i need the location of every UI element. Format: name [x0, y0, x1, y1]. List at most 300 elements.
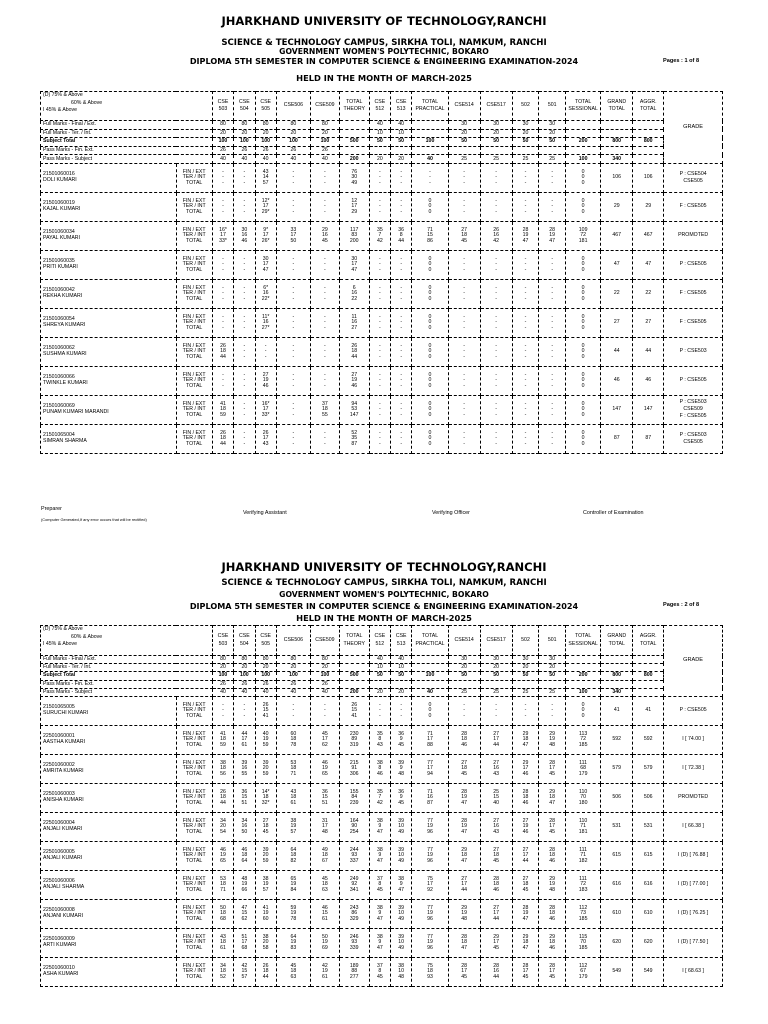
mark-value: 52	[351, 430, 358, 437]
mark-value: 0	[581, 261, 585, 268]
mark-value: 17	[493, 910, 500, 917]
mark-value: -	[243, 712, 246, 719]
mark-value: -	[243, 208, 246, 215]
mark-value: 78	[290, 915, 297, 922]
subject-marks-stack	[311, 402, 339, 418]
subject-marks-stack	[370, 964, 390, 980]
mark-value: 45	[322, 237, 328, 244]
subject-marks-cell	[480, 192, 512, 221]
remark-line: CSE505	[683, 177, 703, 184]
mark-value: 18	[290, 968, 297, 975]
mark-value: -	[463, 290, 466, 297]
mark-value: -	[400, 435, 403, 442]
held-title-p2: HELD IN THE MONTH OF MARCH-2025	[296, 613, 472, 623]
mark-type-label: FIN / EXT	[182, 401, 206, 408]
mark-value: -	[378, 702, 381, 709]
mark-value: 19	[427, 910, 433, 917]
mark-value: -	[222, 707, 224, 714]
subject-marks-stack	[277, 431, 310, 447]
mark-value: 16	[241, 765, 248, 772]
mark-value: -	[495, 261, 498, 268]
mark-value: 18	[461, 852, 468, 859]
subject-marks-stack	[277, 935, 310, 951]
mark-value: -	[222, 198, 224, 205]
mark-value: 0	[581, 343, 585, 350]
subject-marks-cell	[276, 250, 310, 279]
controller-signature: Controller of Examination	[583, 510, 644, 516]
mark-value: 27	[522, 847, 529, 854]
column-header: TOTAL PRACTICAL	[412, 626, 448, 656]
subject-marks-cell	[566, 696, 601, 725]
mark-value: 62	[322, 741, 328, 748]
subject-marks-stack	[311, 170, 339, 186]
mark-type-stack	[177, 906, 212, 922]
mark-value: 49	[398, 944, 405, 951]
mark-value: 19	[262, 881, 269, 888]
subject-marks-stack	[234, 906, 254, 922]
mark-value: -	[243, 382, 246, 389]
mark-value: 51	[322, 799, 328, 806]
marks-label: Pass Marks - Fin. Ext.	[41, 680, 213, 688]
mark-value: -	[222, 208, 224, 215]
student-info	[41, 337, 177, 366]
mark-value: 243	[349, 905, 359, 912]
subject-marks-cell	[448, 308, 480, 337]
subject-marks-cell	[234, 337, 255, 366]
mark-value: 38	[376, 818, 383, 825]
mark-type-stack	[177, 848, 212, 864]
subject-marks-stack	[412, 732, 447, 748]
mark-type-label: TER / INT	[182, 765, 206, 772]
mark-type-label: FIN / EXT	[182, 934, 206, 941]
mark-value: -	[243, 203, 246, 210]
marks-value	[601, 129, 633, 138]
subject-marks-stack	[311, 315, 339, 331]
subject-marks-cell	[234, 424, 255, 453]
mark-value: 93	[351, 852, 358, 859]
mark-value: -	[524, 353, 527, 360]
mark-type-stack	[177, 228, 212, 244]
mark-value: 18	[220, 406, 226, 413]
subject-marks-cell	[255, 754, 276, 783]
aggregate-total: 41	[633, 696, 664, 725]
subject-marks-stack	[566, 315, 600, 331]
subject-marks-cell	[310, 870, 339, 899]
subject-marks-stack	[412, 848, 447, 864]
subject-marks-stack	[370, 819, 390, 835]
marks-value: 20	[212, 129, 233, 138]
remark-line: P : CSE505	[679, 707, 707, 714]
subject-marks-stack	[513, 935, 539, 951]
mark-value: -	[400, 295, 403, 302]
grand-total: 29	[601, 192, 633, 221]
subject-marks-cell	[412, 395, 448, 424]
mark-value: -	[378, 343, 381, 350]
subject-marks-stack	[256, 848, 276, 864]
subject-marks-cell	[276, 928, 310, 957]
registration-number: 21501065004	[43, 432, 75, 438]
mark-value: -	[292, 324, 295, 331]
mark-value: -	[524, 324, 527, 331]
mark-value: 215	[349, 760, 359, 767]
mark-type-label: TER / INT	[182, 910, 206, 917]
result-remark	[664, 366, 723, 395]
marks-value: 26	[234, 680, 255, 688]
subject-marks-cell	[234, 783, 255, 812]
mark-value: 18	[549, 852, 556, 859]
mark-value: 46	[322, 905, 328, 912]
grand-total: 620	[601, 928, 633, 957]
marks-row	[41, 656, 723, 664]
subject-marks-cell	[512, 308, 539, 337]
subject-marks-cell	[480, 812, 512, 841]
subject-marks-cell	[448, 696, 480, 725]
subject-marks-cell	[255, 366, 276, 395]
held-title-p1: HELD IN THE MONTH OF MARCH-2025	[296, 73, 472, 83]
student-info	[41, 957, 177, 986]
mark-value: 55	[322, 411, 328, 418]
subject-marks-stack	[234, 315, 254, 331]
mark-value: 49	[398, 915, 405, 922]
column-header: CSE517	[480, 92, 512, 121]
subject-marks-stack	[370, 199, 390, 215]
mark-value: 230	[349, 731, 359, 738]
marks-value: 30	[448, 656, 480, 664]
marks-value: 25	[480, 688, 512, 696]
column-header: CSE 512	[369, 626, 390, 656]
subject-marks-cell	[276, 783, 310, 812]
marks-value: 800	[633, 672, 664, 680]
mark-value: 20	[220, 823, 226, 830]
mark-value: 19	[427, 852, 433, 859]
subject-marks-stack	[513, 373, 539, 389]
verifying-assistant-signature: Verifying Assistant	[243, 510, 287, 516]
subject-marks-stack	[566, 761, 600, 777]
mark-value: -	[463, 712, 466, 719]
college-title-p1: GOVERNMENT WOMEN'S POLYTECHNIC, BOKARO	[279, 47, 489, 56]
mark-value: 37	[376, 876, 383, 883]
mark-value: 19	[262, 736, 269, 743]
subject-marks-cell	[255, 279, 276, 308]
mark-value: 18	[220, 939, 226, 946]
mark-value: 41	[220, 401, 226, 408]
student-row	[41, 812, 723, 841]
mark-value: 37	[322, 401, 328, 408]
subject-marks-stack	[213, 257, 233, 273]
registration-number: 22501060004	[43, 819, 75, 826]
mark-value: 244	[349, 847, 359, 854]
subject-marks-stack	[311, 373, 339, 389]
subject-marks-cell	[512, 754, 539, 783]
subject-marks-cell	[212, 308, 233, 337]
mark-value: 19	[522, 232, 529, 239]
subject-marks-cell	[391, 783, 412, 812]
student-info	[41, 366, 177, 395]
subject-marks-stack	[412, 703, 447, 719]
subject-marks-stack	[213, 848, 233, 864]
mark-value: -	[551, 295, 554, 302]
mark-type-label: TER / INT	[182, 707, 206, 714]
mark-value: 15	[241, 910, 248, 917]
marks-value: 50	[512, 672, 539, 680]
mark-value: -	[324, 203, 326, 210]
grand-total: 579	[601, 754, 633, 783]
marks-label: Subject Total	[41, 138, 213, 147]
remark-line: I (D) [ 76.88 ]	[677, 852, 709, 859]
mark-value: 12*	[261, 198, 270, 205]
subject-marks-stack	[539, 286, 565, 302]
subject-marks-stack	[481, 877, 512, 893]
mark-type-stack	[177, 935, 212, 951]
subject-marks-cell	[412, 163, 448, 192]
mark-type-label: TOTAL	[186, 382, 203, 389]
mark-value: -	[551, 203, 554, 210]
subject-marks-stack	[539, 199, 565, 215]
subject-marks-cell	[391, 163, 412, 192]
marks-value: 20	[234, 664, 255, 672]
subject-marks-stack	[412, 199, 447, 215]
aggregate-total: 549	[633, 957, 664, 986]
mark-value: 44	[493, 973, 500, 980]
student-row	[41, 783, 723, 812]
subject-marks-stack	[513, 906, 539, 922]
mark-type-label: TOTAL	[186, 440, 203, 447]
mark-type-stack	[177, 315, 212, 331]
subject-marks-stack	[539, 964, 565, 980]
subject-marks-cell	[448, 424, 480, 453]
subject-marks-stack	[370, 257, 390, 273]
mark-value: -	[463, 169, 466, 176]
mark-value: 18	[290, 852, 297, 859]
mark-value: 63	[322, 886, 328, 893]
subject-marks-cell	[391, 308, 412, 337]
mark-value: -	[292, 382, 295, 389]
mark-value: 27	[461, 760, 468, 767]
mark-value: 10	[398, 823, 405, 830]
subject-marks-stack	[539, 228, 565, 244]
student-row	[41, 279, 723, 308]
subject-marks-stack	[213, 732, 233, 748]
subject-marks-cell	[310, 783, 339, 812]
marks-value: 26	[212, 146, 233, 155]
mark-value: 9	[399, 736, 403, 743]
mark-value: 35	[376, 227, 383, 234]
registration-number: 21501065005	[43, 703, 75, 710]
subject-marks-cell	[539, 957, 566, 986]
subject-marks-cell	[412, 696, 448, 725]
mark-value: -	[551, 401, 554, 408]
mark-value: 20	[262, 939, 269, 946]
mark-value: -	[378, 712, 381, 719]
subject-marks-cell	[255, 192, 276, 221]
mark-value: 69	[322, 944, 328, 951]
mark-value: -	[324, 353, 326, 360]
mark-value: 42	[493, 237, 500, 244]
mark-value: 65	[220, 857, 226, 864]
mark-value: -	[324, 435, 326, 442]
subject-marks-stack	[481, 228, 512, 244]
subject-marks-stack	[449, 199, 480, 215]
student-info	[41, 754, 177, 783]
marks-value: 200	[566, 672, 601, 680]
mark-value: -	[495, 348, 498, 355]
mark-value: 45	[262, 828, 269, 835]
marks-value: 100	[255, 672, 276, 680]
mark-value: 26	[493, 227, 500, 234]
marks-value: 26	[310, 680, 339, 688]
mark-value: -	[551, 198, 554, 205]
mark-type-label: TER / INT	[182, 232, 206, 239]
student-name: SHREYA KUMARI	[43, 321, 86, 328]
result-remark	[664, 957, 723, 986]
mark-value: -	[495, 430, 498, 437]
mark-value: -	[222, 290, 224, 297]
subject-marks-cell	[255, 308, 276, 337]
mark-value: -	[524, 430, 527, 437]
mark-value: 0	[428, 430, 432, 437]
subject-marks-stack	[449, 170, 480, 186]
subject-marks-cell	[212, 783, 233, 812]
mark-value: 0	[428, 702, 432, 709]
subject-marks-cell	[369, 424, 390, 453]
mark-type-cell	[176, 250, 212, 279]
marks-value	[633, 656, 664, 664]
mark-value: 20	[262, 852, 269, 859]
mark-value: 18	[522, 881, 529, 888]
mark-value: 9	[399, 881, 403, 888]
mark-value: 8	[378, 736, 382, 743]
subject-marks-stack	[256, 344, 276, 360]
mark-value: 28	[549, 227, 556, 234]
mark-value: 18	[461, 765, 468, 772]
mark-value: 68	[580, 765, 587, 772]
mark-value: 88	[351, 968, 358, 975]
mark-value: -	[222, 285, 224, 292]
mark-value: 82	[290, 857, 297, 864]
mark-value: 8	[378, 765, 382, 772]
mark-value: -	[400, 285, 403, 292]
mark-value: -	[524, 179, 527, 186]
subject-marks-stack	[539, 703, 565, 719]
mark-value: -	[243, 169, 246, 176]
mark-value: 16	[493, 232, 500, 239]
subject-marks-cell	[276, 870, 310, 899]
column-header: GRAND TOTAL	[601, 92, 633, 121]
mark-value: -	[463, 430, 466, 437]
subject-marks-stack	[539, 761, 565, 777]
mark-value: 33*	[219, 237, 227, 244]
registration-number: 21501060042	[43, 287, 75, 293]
mark-value: -	[324, 198, 326, 205]
grade-legend	[41, 626, 213, 656]
mark-value: 59	[220, 411, 226, 418]
subject-marks-stack	[412, 228, 447, 244]
mark-type-cell	[176, 221, 212, 250]
mark-value: -	[243, 319, 246, 326]
subject-marks-stack	[513, 431, 539, 447]
mark-value: -	[324, 169, 326, 176]
mark-value: 19	[322, 765, 328, 772]
mark-value: 39	[262, 847, 269, 854]
subject-marks-cell	[212, 424, 233, 453]
mark-type-label: FIN / EXT	[182, 818, 206, 825]
subject-marks-stack	[481, 402, 512, 418]
mark-value: -	[551, 411, 554, 418]
mark-type-label: TER / INT	[182, 174, 206, 181]
mark-value: 47	[376, 944, 383, 951]
subject-marks-stack	[449, 703, 480, 719]
mark-value: -	[324, 261, 326, 268]
subject-marks-cell	[234, 754, 255, 783]
marks-value: 20	[369, 155, 390, 164]
mark-value: 0	[428, 440, 432, 447]
mark-value: -	[378, 440, 381, 447]
registration-number: 21501060066	[43, 374, 75, 380]
mark-value: 39	[398, 934, 405, 941]
mark-value: -	[400, 266, 403, 273]
subject-marks-stack	[340, 228, 369, 244]
mark-value: 0	[428, 324, 432, 331]
mark-type-label: TOTAL	[186, 266, 203, 273]
subject-marks-cell	[480, 957, 512, 986]
remark-line: F : CSE505	[679, 203, 707, 210]
subject-marks-cell	[566, 337, 601, 366]
marks-value: 20	[448, 664, 480, 672]
subject-marks-stack	[311, 199, 339, 215]
mark-value: -	[524, 198, 527, 205]
mark-value: 17	[493, 736, 500, 743]
mark-value: 185	[578, 915, 588, 922]
aggregate-total: 620	[633, 928, 664, 957]
subject-marks-cell	[391, 192, 412, 221]
mark-value: 36	[398, 789, 405, 796]
mark-value: 9	[399, 765, 403, 772]
mark-value: 19	[427, 823, 433, 830]
mark-value: 0	[428, 382, 432, 389]
mark-value: 48	[461, 915, 468, 922]
mark-value: -	[463, 198, 466, 205]
column-header: CSE509	[310, 92, 339, 121]
mark-value: -	[463, 295, 466, 302]
subject-marks-cell	[391, 250, 412, 279]
subject-marks-stack	[412, 877, 447, 893]
marks-value	[633, 688, 664, 696]
subject-marks-stack	[391, 286, 411, 302]
mark-value: 29*	[261, 208, 270, 215]
mark-value: -	[400, 198, 403, 205]
mark-type-label: TER / INT	[182, 852, 206, 859]
subject-marks-stack	[213, 906, 233, 922]
mark-value: 337	[349, 857, 359, 864]
subject-marks-stack	[412, 402, 447, 418]
mark-type-cell	[176, 899, 212, 928]
subject-marks-cell	[255, 337, 276, 366]
marks-value: 20	[276, 664, 310, 672]
mark-value: 38	[398, 963, 405, 970]
marks-value	[601, 121, 633, 130]
marks-label: Subject Total	[41, 672, 213, 680]
subject-marks-stack	[539, 877, 565, 893]
mark-value: 39	[262, 760, 269, 767]
mark-value: 84	[351, 794, 358, 801]
mark-value: 26	[220, 343, 226, 350]
subject-marks-cell	[566, 899, 601, 928]
subject-marks-cell	[234, 957, 255, 986]
marks-value: 100	[234, 672, 255, 680]
mark-value: -	[378, 324, 381, 331]
mark-value: -	[222, 314, 224, 321]
marks-value: 500	[339, 138, 369, 147]
